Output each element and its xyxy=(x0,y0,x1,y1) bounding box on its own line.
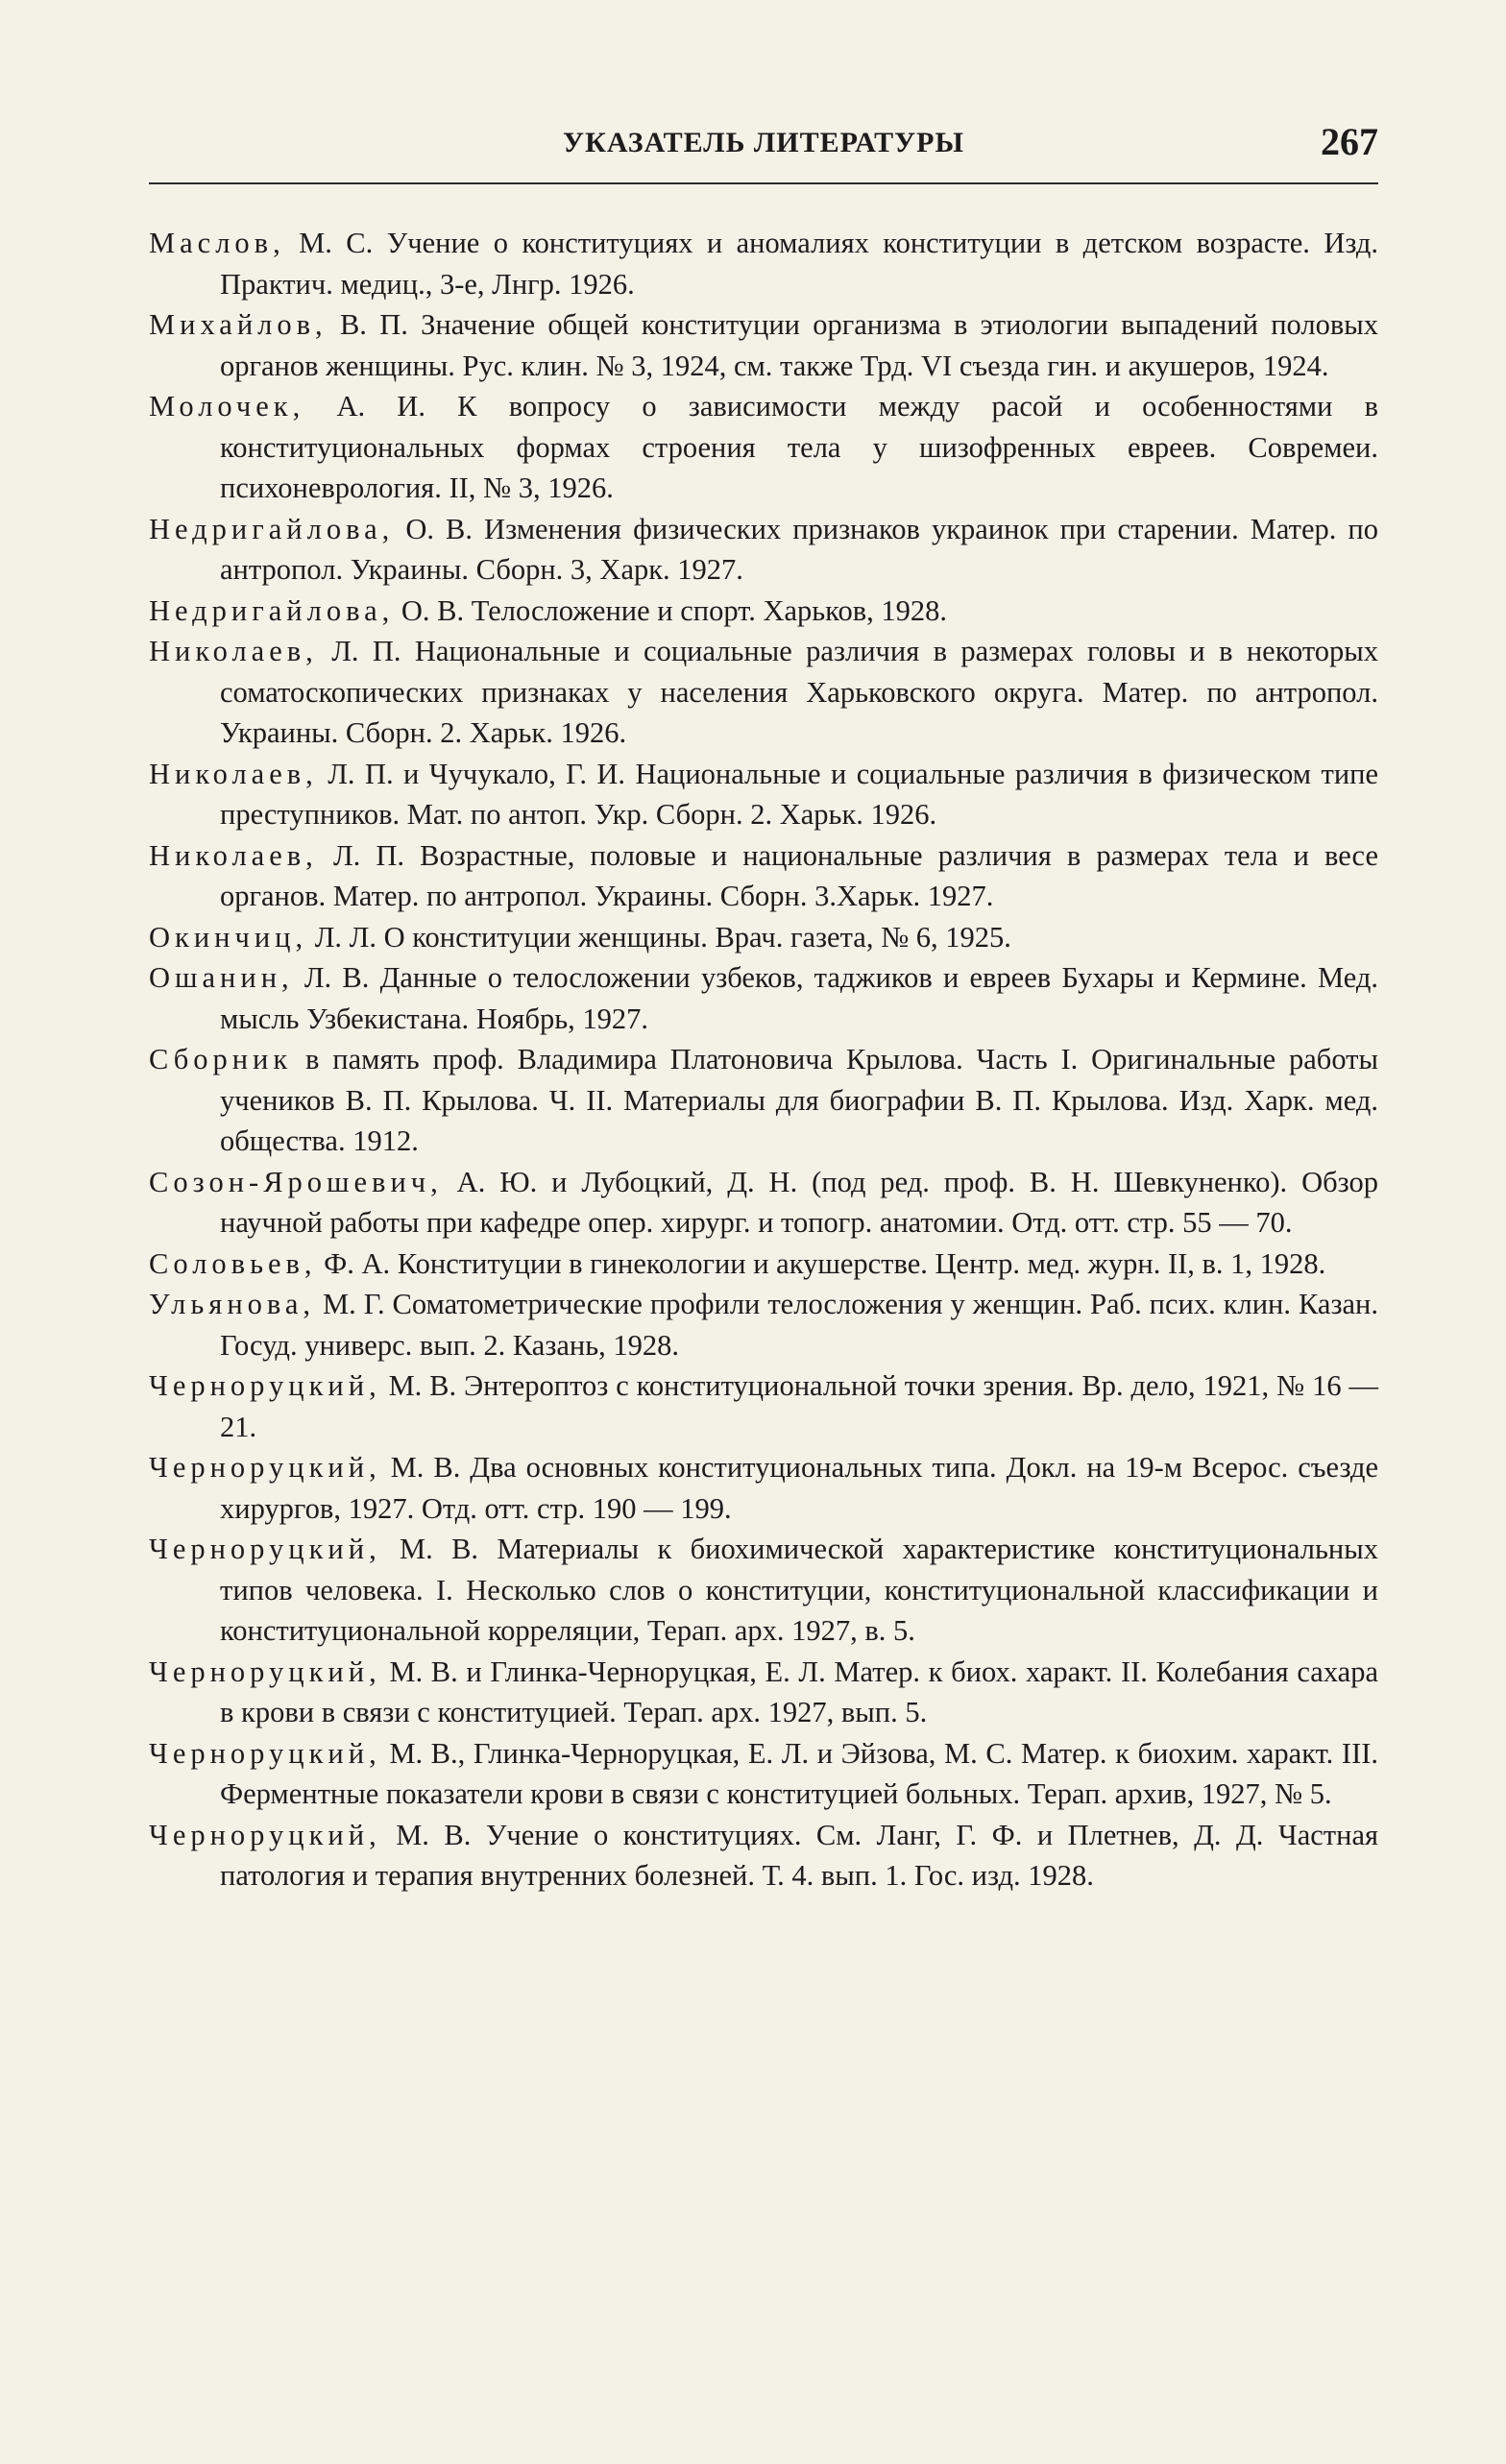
bibliography-entry xyxy=(149,1529,1378,1652)
entry-text: А. И. К вопросу о зависимости между расой и особенностями в конституциональных формах строения тела у шизофренных евреев. Совремеи. психоневрология. II, № 3, 1926. xyxy=(220,390,1379,504)
entry-author: Молочек, xyxy=(149,390,305,423)
entry-author: Недригайлова, xyxy=(149,512,395,545)
entry-author: Михайлов, xyxy=(149,308,328,341)
entry-author: Николаев, xyxy=(149,757,318,790)
entry-text: Л. Л. О конституции женщины. Врач. газета, № 6, 1925. xyxy=(314,920,1011,954)
entry-author: Ошанин, xyxy=(149,961,294,994)
bibliography-entry xyxy=(149,1365,1378,1447)
entry-author: Николаев, xyxy=(149,838,318,872)
entry-text: Л. В. Данные о телосложении узбеков, таджиков и евреев Бухары и Кермине. Мед. мысль Узбекистана. Ноябрь, 1927. xyxy=(220,961,1379,1035)
bibliography-entry xyxy=(149,1652,1378,1733)
bibliography-entry xyxy=(149,1284,1378,1365)
bibliography-entry xyxy=(149,1039,1378,1162)
entry-author: Черноруцкий, xyxy=(149,1451,381,1484)
entry-text: в память проф. Владимира Платоновича Крылова. Часть I. Оригинальные работы учеников В. П. Крылова. Ч. II. Материалы для биографии В. П. Крылова. Изд. Харк. мед. общества. 1912. xyxy=(220,1043,1378,1157)
bibliography-entry xyxy=(149,591,1378,632)
entry-author: Черноруцкий, xyxy=(149,1818,381,1851)
entry-author: Маслов, xyxy=(149,227,285,259)
entry-text: Ф. А. Конституции в гинекологии и акушерстве. Центр. мед. журн. II, в. 1, 1928. xyxy=(324,1246,1326,1280)
bibliography-entry xyxy=(149,1162,1378,1244)
entry-author: Недригайлова, xyxy=(149,593,395,627)
entry-text: В. П. Значение общей конституции организма в этиологии выпадений половых органов женщины. Рус. клин. № 3, 1924, см. также Трд. VI съезда гин. и акушеров, 1924. xyxy=(220,308,1379,382)
entry-author: Окинчиц, xyxy=(149,920,308,954)
running-title: УКАЗАТЕЛЬ ЛИТЕРАТУРЫ xyxy=(563,127,964,158)
bibliography-entry xyxy=(149,957,1378,1039)
entry-text: Л. П. Возрастные, половые и национальные различия в размерах тела и весе органов. Матер. по антропол. Украины. Сборн. 3.Харьк. 1927. xyxy=(220,838,1379,912)
entry-text: М. С. Учение о конституциях и аномалиях конституции в детском возрасте. Изд. Практич. медиц., 3-е, Лнгр. 1926. xyxy=(220,227,1379,301)
bibliography-entry xyxy=(149,509,1378,591)
bibliography-entry xyxy=(149,1447,1378,1529)
entry-text: М. В. Учение о конституциях. См. Ланг, Г. Ф. и Плетнев, Д. Д. Частная патология и терапия внутренних болезней. Т. 4. вып. 1. Гос. изд. 1928. xyxy=(220,1818,1379,1892)
entry-text: О. В. Телосложение и спорт. Харьков, 1928. xyxy=(401,593,947,627)
entry-author: Черноруцкий, xyxy=(149,1655,381,1688)
bibliography-entry xyxy=(149,1733,1378,1815)
entry-text: М. В. Два основных конституциональных типа. Докл. на 19-м Всерос. съезде хирургов, 1927. Отд. отт. стр. 190 — 199. xyxy=(220,1451,1379,1525)
entry-author: Черноруцкий, xyxy=(149,1533,381,1565)
entry-text: М. В. и Глинка-Черноруцкая, Е. Л. Матер. к биох. характ. II. Колебания сахара в крови в связи с конституцией. Терап. арх. 1927, вып. 5. xyxy=(220,1655,1378,1728)
bibliography-entry xyxy=(149,754,1378,835)
entry-text: М. Г. Соматометрические профили телосложения у женщин. Раб. псих. клин. Казан. Госуд. универс. вып. 2. Казань, 1928. xyxy=(220,1288,1378,1362)
entry-text: Л. П. Национальные и социальные различия в размерах головы и в некоторых соматоскопических признаках у населения Харьковского округа. Матер. по антропол. Украины. Сборн. 2. Харьк. 1926. xyxy=(220,635,1379,749)
bibliography-entry xyxy=(149,304,1378,386)
bibliography-entry xyxy=(149,631,1378,754)
entry-text: Л. П. и Чучукало, Г. И. Национальные и социальные различия в физическом типе преступников. Мат. по антоп. Укр. Сборн. 2. Харьк. 1926. xyxy=(220,757,1378,831)
bibliography-entry xyxy=(149,835,1378,917)
entry-text: М. В. Материалы к биохимической характеристике конституциональных типов человека. I. Несколько слов о конституции, конституциональной классификации и конституциональной корреляции, Терап. арх. 1927, в. 5. xyxy=(220,1533,1378,1647)
bibliography-entry xyxy=(149,917,1378,958)
bibliography-entry xyxy=(149,1244,1378,1285)
entry-author: Черноруцкий, xyxy=(149,1736,381,1770)
entry-text: М. В. Энтероптоз с конституциональной точки зрения. Вр. дело, 1921, № 16 — 21. xyxy=(220,1369,1379,1443)
bibliography-entry xyxy=(149,223,1378,304)
entry-author: Черноруцкий, xyxy=(149,1369,381,1402)
entry-text: О. В. Изменения физических признаков украинок при старении. Матер. по антропол. Украины. Сборн. 3, Харк. 1927. xyxy=(220,512,1378,586)
entry-author: Соловьев, xyxy=(149,1246,317,1280)
entry-author: Николаев, xyxy=(149,635,318,667)
entry-text: А. Ю. и Лубоцкий, Д. Н. (под ред. проф. В. Н. Шевкуненко). Обзор научной работы при кафедре опер. хирург. и топогр. анатомии. Отд. отт. стр. 55 — 70. xyxy=(220,1165,1379,1239)
entry-author: Ульянова, xyxy=(149,1288,316,1320)
bibliography-entry xyxy=(149,386,1378,509)
entry-text: М. В., Глинка-Черноруцкая, Е. Л. и Эйзова, М. С. Матер. к биохим. характ. III. Ферментные показатели крови в связи с конституцией больных. Терап. архив, 1927, № 5. xyxy=(220,1736,1379,1810)
entry-author: Сборник xyxy=(149,1043,293,1075)
page-header xyxy=(149,115,1378,184)
entry-author: Созон-Ярошевич, xyxy=(149,1165,443,1198)
bibliography-list xyxy=(149,223,1378,1896)
page-number: 267 xyxy=(1321,120,1378,163)
bibliography-entry xyxy=(149,1815,1378,1896)
